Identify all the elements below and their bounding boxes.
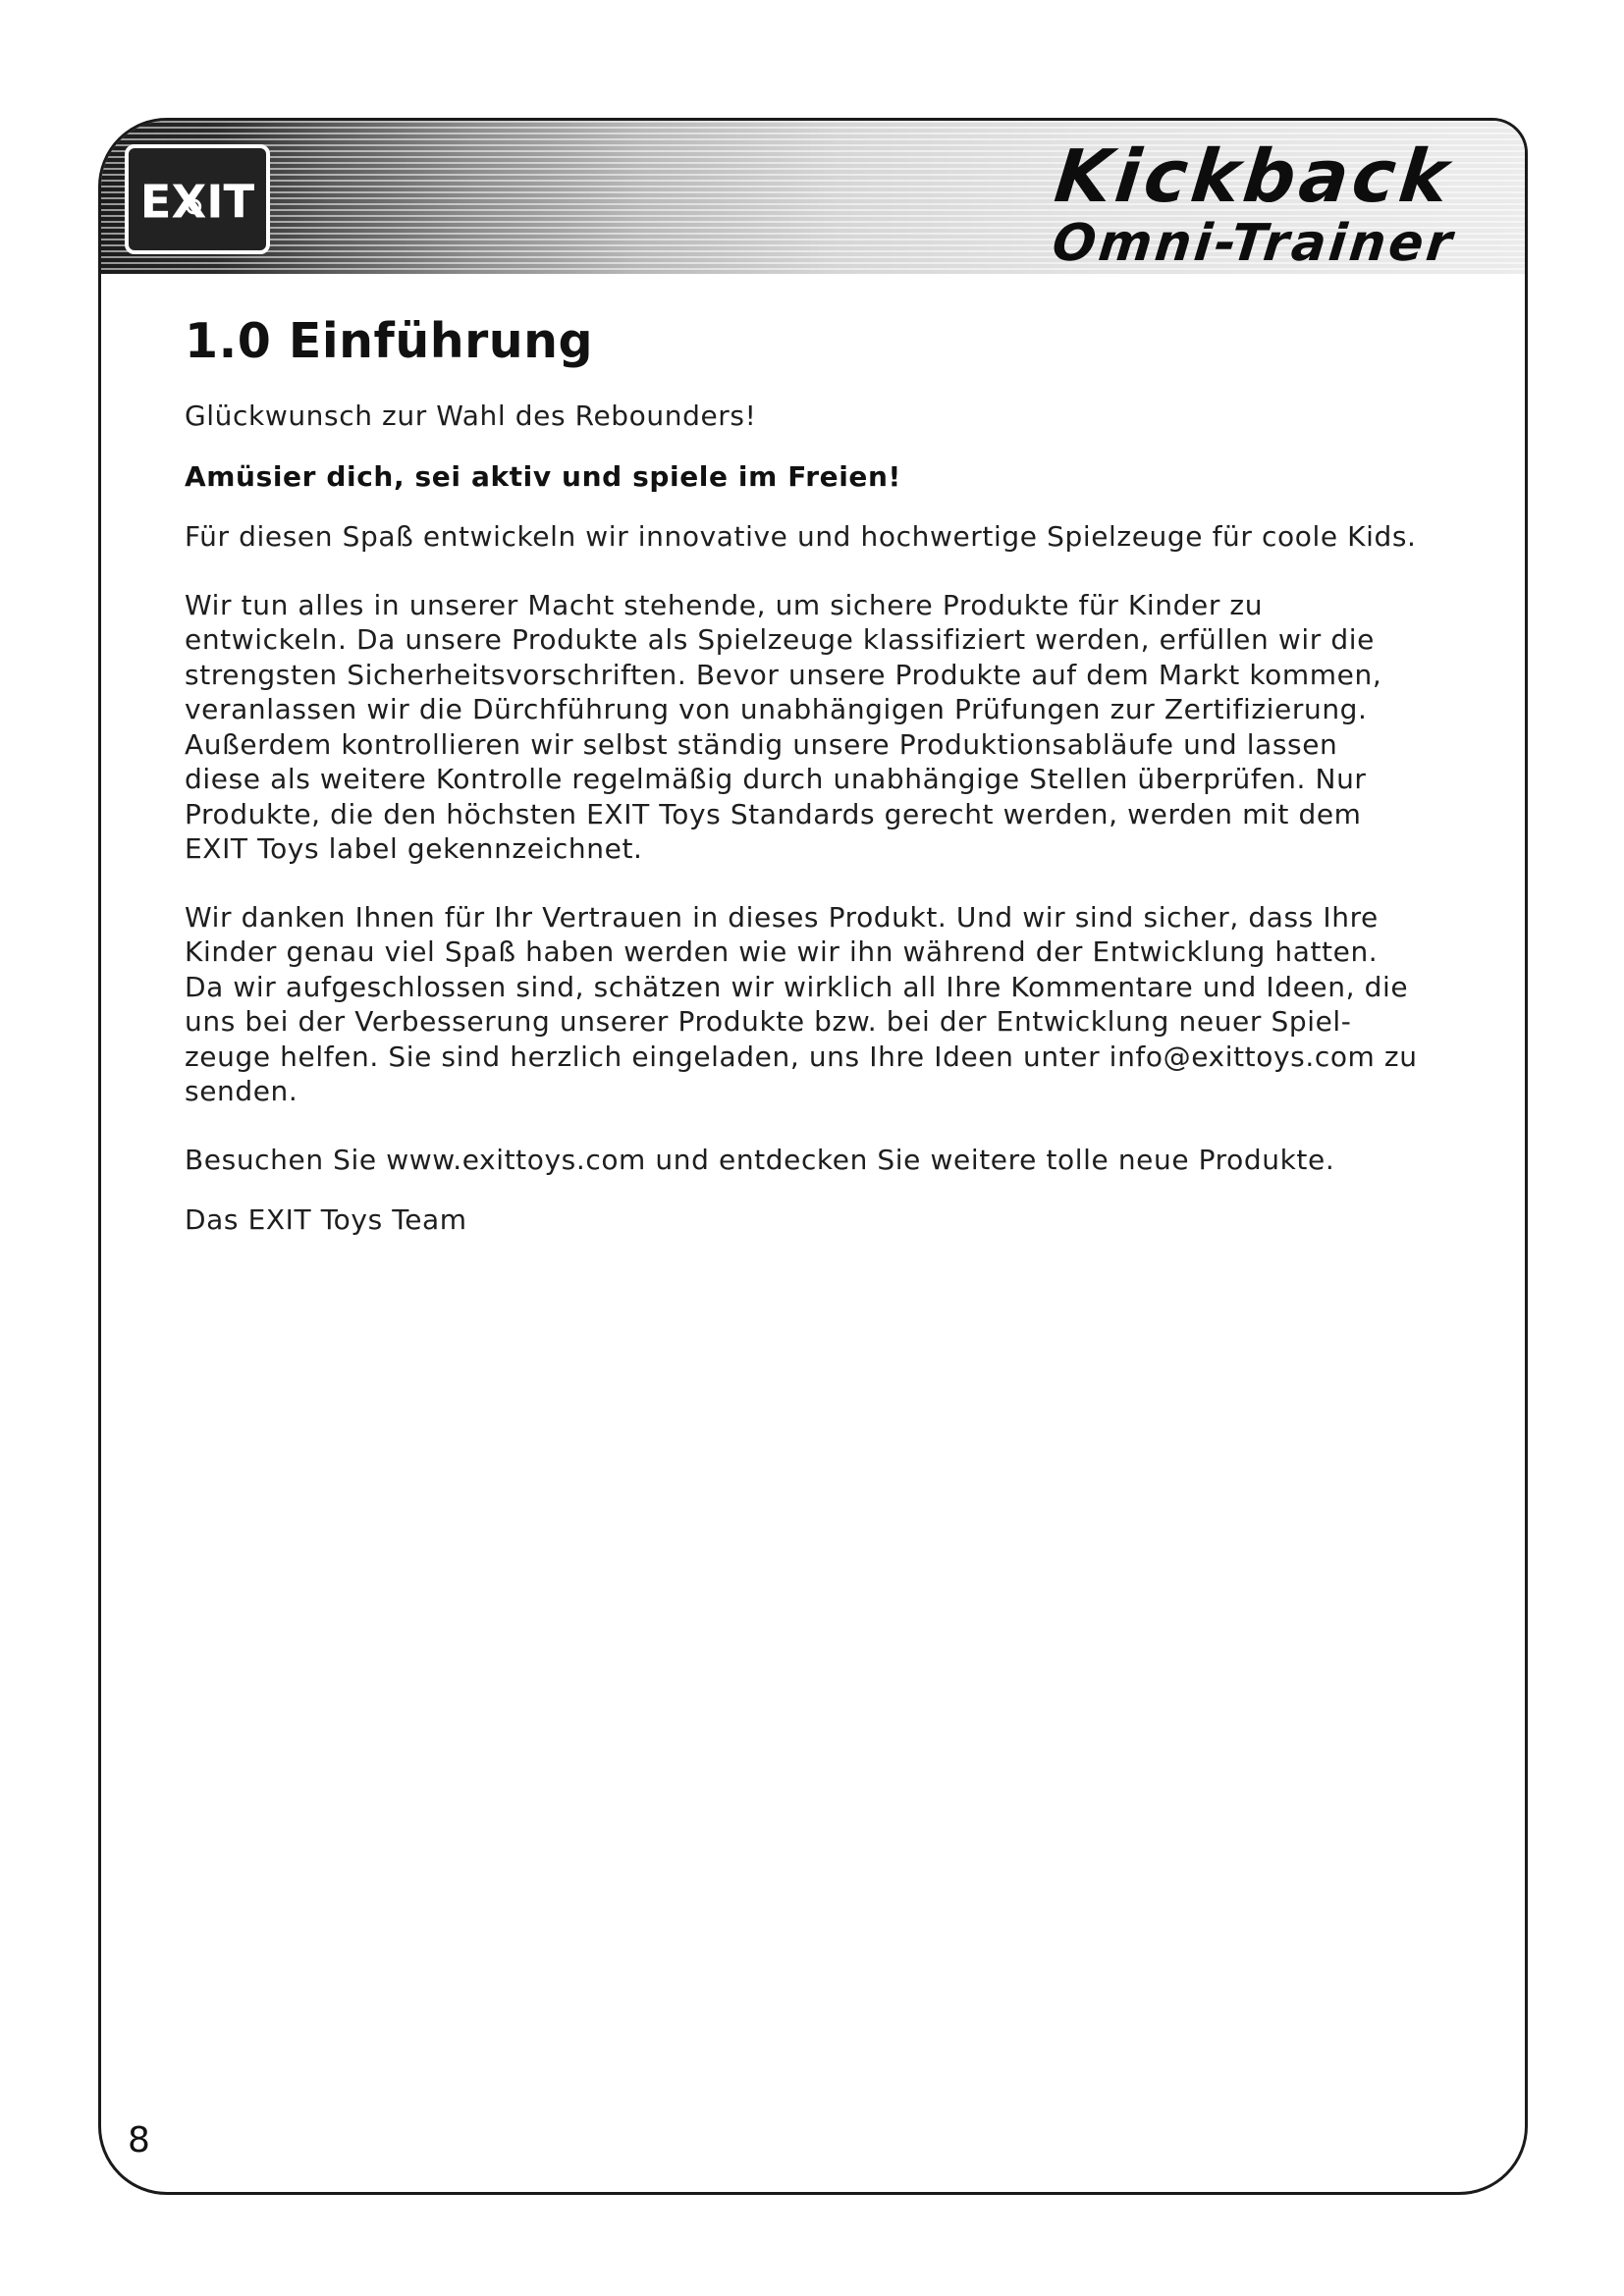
text-line: entwickeln. Da unsere Produkte als Spielzeuge klassifiziert werden, erfüllen wir die bbox=[185, 623, 1375, 656]
brand-line-2: Omni-Trainer bbox=[1049, 214, 1458, 272]
paragraph-signoff: Das EXIT Toys Team bbox=[185, 1203, 467, 1236]
paragraph-congrats: Glückwunsch zur Wahl des Rebounders! bbox=[185, 400, 757, 432]
text-line: uns bei der Verbesserung unserer Produkte bzw. bei der Entwicklung neuer Spiel- bbox=[185, 1005, 1352, 1038]
paragraph-intro: Für diesen Spaß entwickeln wir innovative und hochwertige Spielzeuge für coole Kids. bbox=[185, 520, 1417, 553]
text-line: Wir tun alles in unserer Macht stehende, um sichere Produkte für Kinder zu bbox=[185, 588, 1264, 621]
product-brand-graphic bbox=[838, 134, 1466, 272]
text-line: Produkte, die den höchsten EXIT Toys Standards gerecht werden, werden mit dem bbox=[185, 797, 1362, 830]
text-line: senden. bbox=[185, 1075, 298, 1107]
text-line: Da wir aufgeschlossen sind, schätzen wir wirklich all Ihre Kommentare und Ideen, die bbox=[185, 970, 1409, 1003]
text-line: Wir danken Ihnen für Ihr Vertrauen in dieses Produkt. Und wir sind sicher, dass Ihre bbox=[185, 900, 1379, 934]
page-number: 8 bbox=[128, 2120, 150, 2161]
exit-logo-text: EXIT bbox=[139, 175, 255, 229]
paragraph-visit: Besuchen Sie www.exittoys.com und entdecken Sie weitere tolle neue Produkte. bbox=[185, 1143, 1335, 1176]
text-line: diese als weitere Kontrolle regelmäßig durch unabhängige Stellen überprüfen. Nur bbox=[185, 763, 1367, 795]
paragraph-thanks bbox=[185, 900, 1461, 1109]
page-frame bbox=[98, 118, 1528, 2195]
exit-logo-graphic bbox=[129, 148, 266, 250]
brand-line-1: Kickback bbox=[1051, 134, 1456, 219]
exit-logo bbox=[125, 144, 270, 254]
main-content bbox=[185, 313, 1461, 1238]
text-line: strengsten Sicherheitsvorschriften. Bevor unsere Produkte auf dem Markt kommen, bbox=[185, 658, 1382, 691]
paragraph-safety bbox=[185, 588, 1461, 867]
product-brand bbox=[838, 134, 1466, 272]
text-line: veranlassen wir die Dürchführung von unabhängigen Prüfungen zur Zertifizierung. bbox=[185, 693, 1368, 725]
paragraph-slogan: Amüsier dich, sei aktiv und spiele im Freien! bbox=[185, 459, 901, 493]
text-line: Außerdem kontrollieren wir selbst ständig unsere Produktionsabläufe und lassen bbox=[185, 727, 1338, 761]
text-line: Kinder genau viel Spaß haben werden wie wir ihn während der Entwicklung hatten. bbox=[185, 935, 1379, 968]
page-header bbox=[101, 121, 1525, 274]
text-line: zeuge helfen. Sie sind herzlich eingeladen, uns Ihre Ideen unter info@exittoys.com zu bbox=[185, 1040, 1418, 1073]
text-line: EXIT Toys label gekennzeichnet. bbox=[185, 832, 643, 865]
section-title: 1.0 Einführung bbox=[185, 313, 594, 369]
